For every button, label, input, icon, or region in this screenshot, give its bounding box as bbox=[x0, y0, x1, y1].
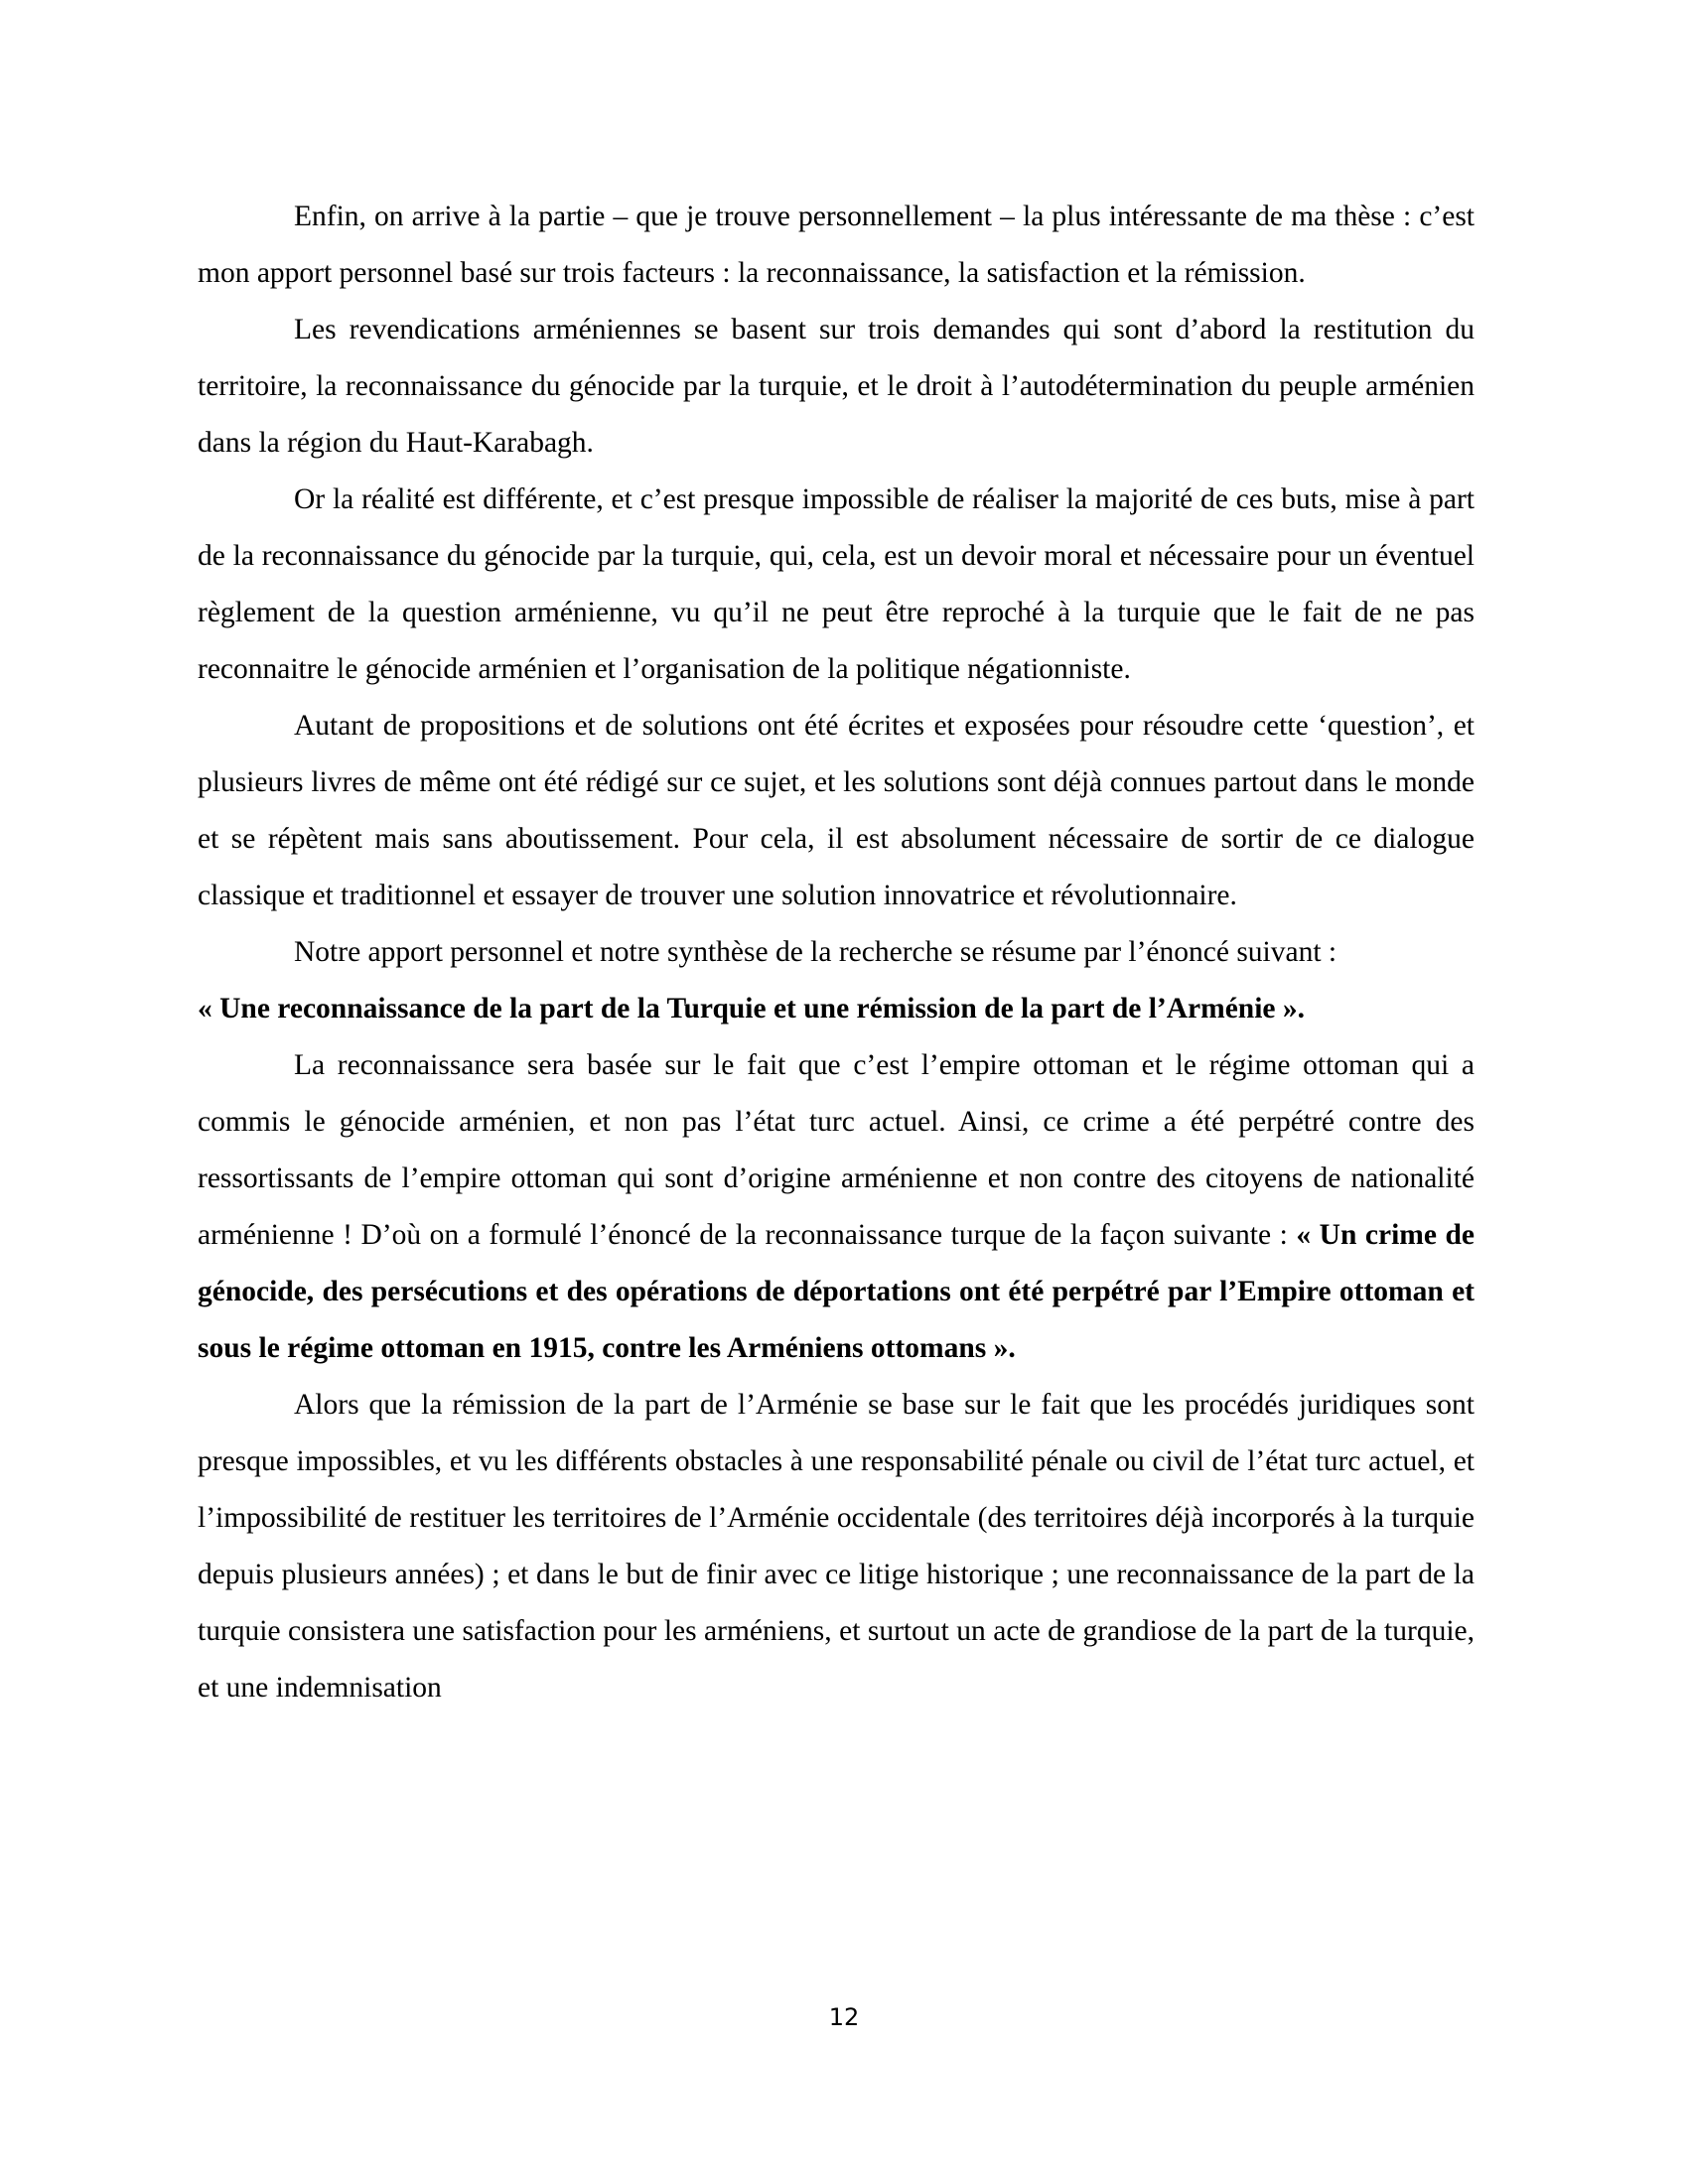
page-number: 12 bbox=[828, 2003, 860, 2031]
paragraph-recognition bbox=[198, 1037, 1475, 1377]
paragraph-reality: Or la réalité est différente, et c’est presque impossible de réaliser la majorité de ces buts, mise à part de la reconnaissance du génocide par la turquie, qui, cela, est un devoir moral et nécessaire pour un éventuel règlement de la question arménienne, vu qu’il ne peut être reproché à la turquie que le fait de ne pas reconnaitre le génocide arménien et l’organisation de la politique négationniste. bbox=[198, 483, 1475, 685]
paragraph-proposals: Autant de propositions et de solutions ont été écrites et exposées pour résoudre cette ‘question’, et plusieurs livres de même ont été rédigé sur ce sujet, et les solutions sont déjà connues partout dans le monde et se répètent mais sans aboutissement. Pour cela, il est absolument nécessaire de sortir de ce dialogue classique et traditionnel et essayer de trouver une solution innovatrice et révolutionnaire. bbox=[198, 710, 1475, 911]
paragraph-demands: Les revendications arméniennes se basent sur trois demandes qui sont d’abord la restitution du territoire, la reconnaissance du génocide par la turquie, et le droit à l’autodétermination du peuple arménien dans la région du Haut-Karabagh. bbox=[198, 314, 1475, 459]
recognition-text: La reconnaissance sera basée sur le fait que c’est l’empire ottoman et le régime ottoman qui a commis le génocide arménien, et non pas l’état turc actuel. Ainsi, ce crime a été perpétré contre des ressortissants de l’empire ottoman qui sont d’origine arménienne et non contre des citoyens de nationalité arménienne ! D’où on a formulé l’énoncé de la reconnaissance turque de la façon suivante : bbox=[198, 1049, 1475, 1251]
paragraph-synthesis: Notre apport personnel et notre synthèse de la recherche se résume par l’énoncé suivant : bbox=[294, 936, 1337, 968]
paragraph-thesis-statement bbox=[198, 981, 1475, 1037]
paragraph-remission: Alors que la rémission de la part de l’Arménie se base sur le fait que les procédés juridiques sont presque impossibles, et vu les différents obstacles à une responsabilité pénale ou civil de l’état turc actuel, et l’impossibilité de restituer les territoires de l’Arménie occidentale (des territoires déjà incorporés à la turquie depuis plusieurs années) ; et dans le but de finir avec ce litige historique ; une reconnaissance de la part de la turquie consistera une satisfaction pour les arméniens, et surtout un acte de grandiose de la part de la turquie, et une indemnisation bbox=[198, 1389, 1475, 1704]
recognition-statement-bold: « Un crime de génocide, des persécutions et des opérations de déportations ont été perpétré par l’Empire ottoman et sous le régime ottoman en 1915, contre les Arméniens ottomans ». bbox=[198, 1219, 1475, 1364]
thesis-statement-bold: « Une reconnaissance de la part de la Turquie et une rémission de la part de l’Arménie ». bbox=[198, 993, 1305, 1024]
paragraph-conclusion-intro: Enfin, on arrive à la partie – que je trouve personnellement – la plus intéressante de ma thèse : c’est mon apport personnel basé sur trois facteurs : la reconnaissance, la satisfaction et la rémission. bbox=[198, 201, 1475, 289]
document-body bbox=[198, 189, 1475, 1716]
